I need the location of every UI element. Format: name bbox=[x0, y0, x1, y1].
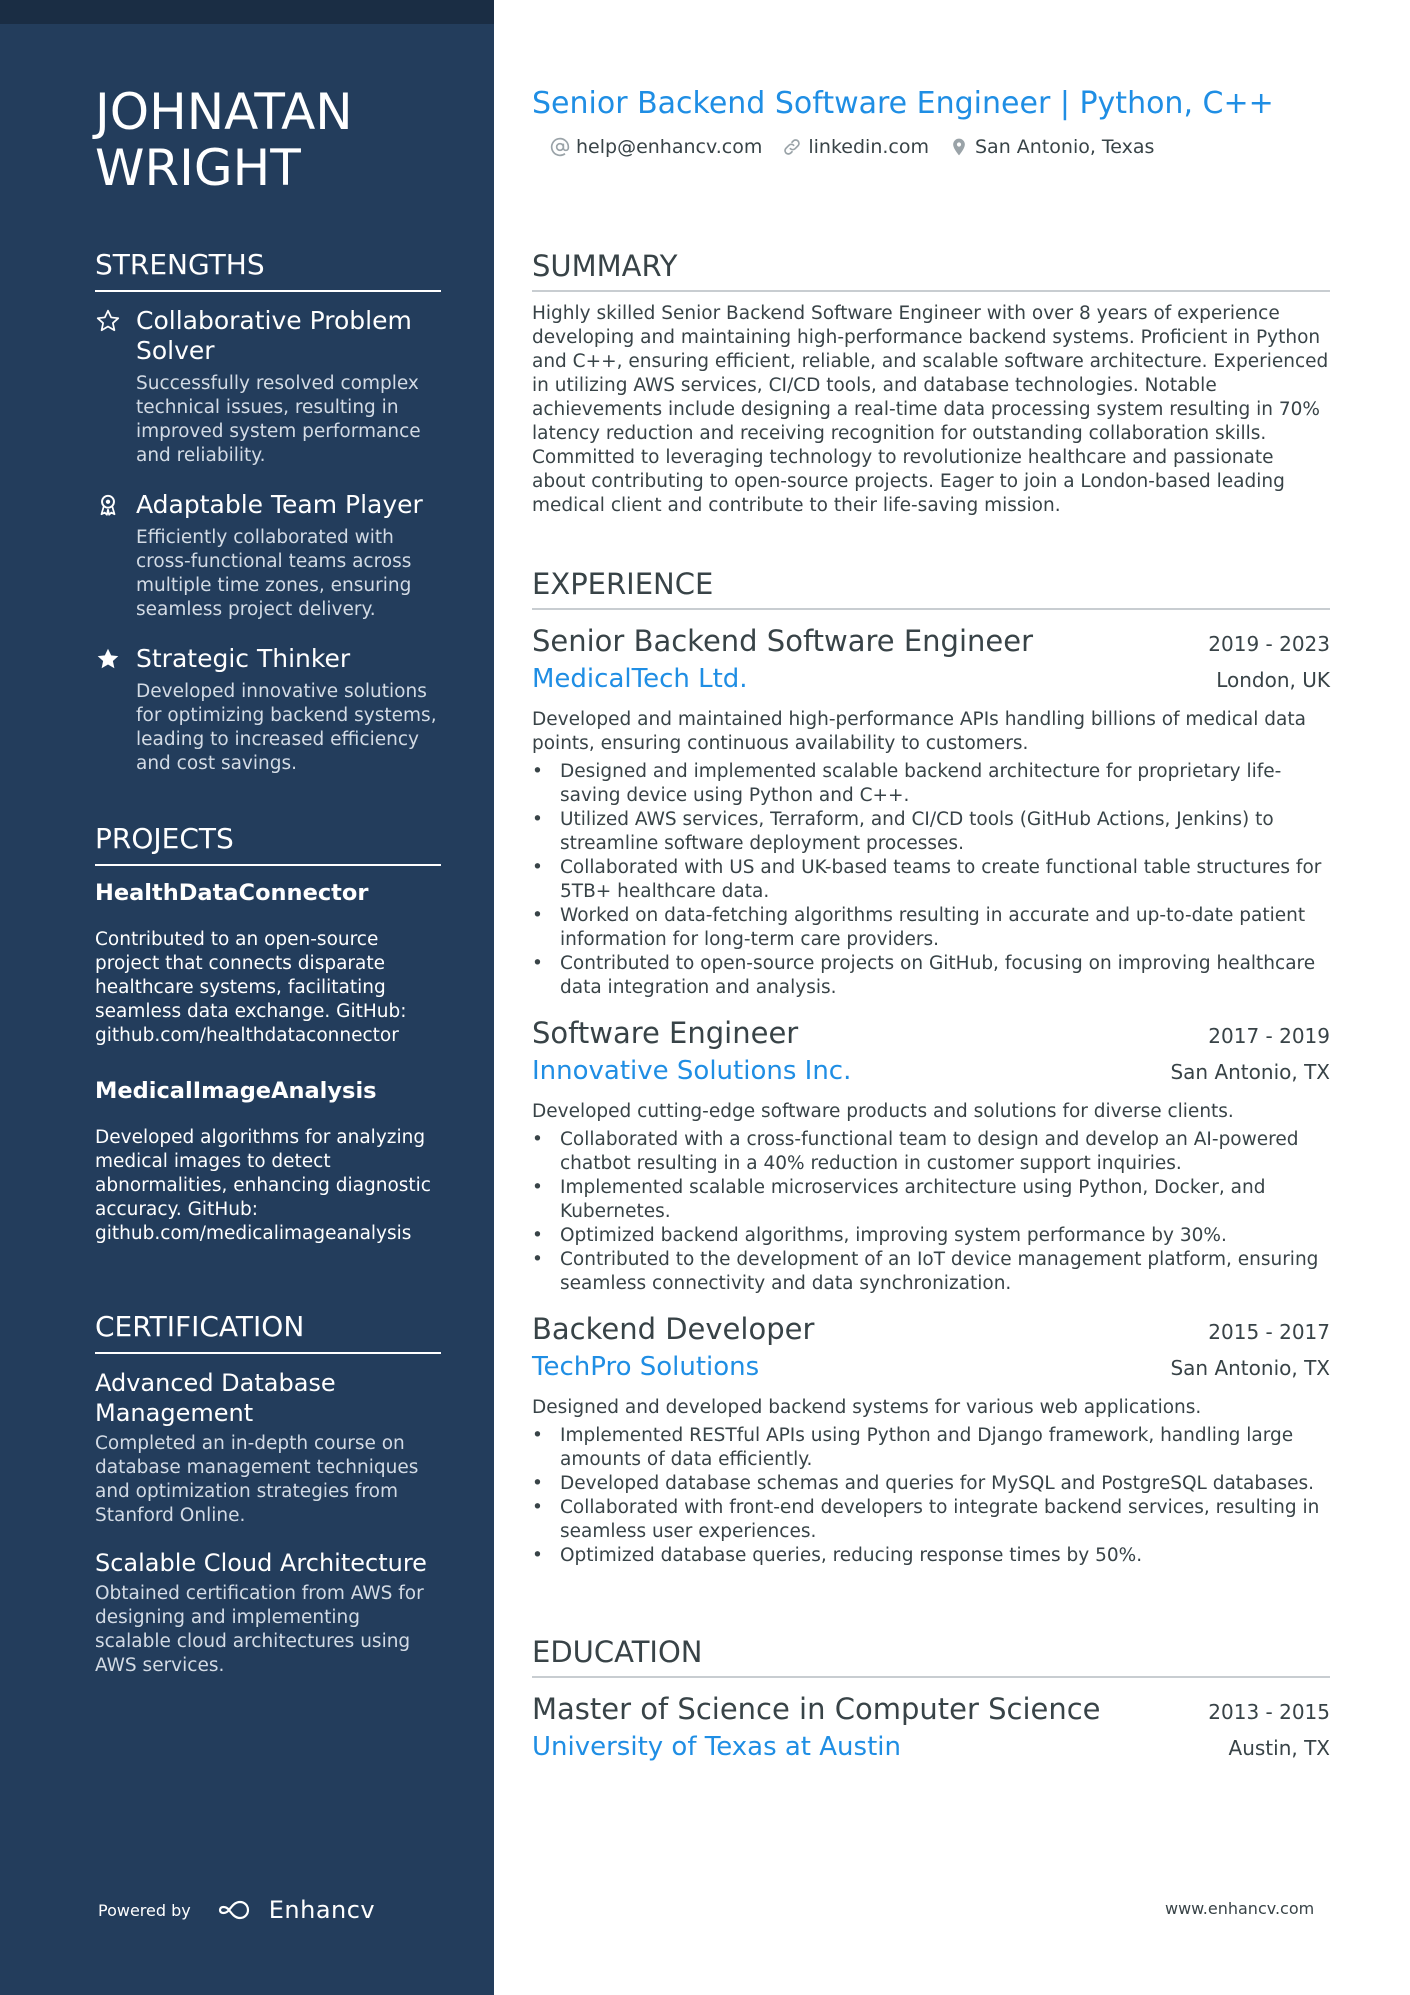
cert-item bbox=[95, 1548, 441, 1678]
project-desc: Developed algorithms for analyzing medical images to detect abnormalities, enhancing diagnostic accuracy. GitHub: github.com/medicalimageanalysis bbox=[95, 1127, 431, 1244]
job-description: Developed cutting-edge software products and solutions for diverse clients. bbox=[532, 1101, 1234, 1122]
contact-email[interactable] bbox=[550, 136, 762, 158]
job-description: Developed and maintained high-performance APIs handling billions of medical data points, ensuring continuous availability to customers. bbox=[532, 709, 1306, 754]
project-item bbox=[95, 1076, 441, 1246]
job-dates: 2017 - 2019 bbox=[1208, 1024, 1330, 1048]
job-company: MedicalTech Ltd. bbox=[532, 664, 748, 694]
strength-desc: Developed innovative solutions for optimizing backend systems, leading to increased efficiency and cost savings. bbox=[136, 681, 437, 774]
candidate-name: JOHNATAN WRIGHT bbox=[95, 83, 353, 197]
map-pin-icon bbox=[949, 137, 969, 157]
cert-item bbox=[95, 1368, 441, 1528]
job-location: San Antonio, TX bbox=[1170, 1060, 1330, 1084]
summary-heading: SUMMARY bbox=[532, 248, 1330, 292]
bullet-item: • Contributed to open-source projects on GitHub, focusing on improving healthcare data integration and analysis. bbox=[532, 952, 1330, 1000]
enhancv-brand: Enhancv bbox=[268, 1896, 376, 1924]
award-ribbon-icon bbox=[95, 492, 121, 518]
job-location: London, UK bbox=[1216, 668, 1330, 692]
job-title: Software Engineer bbox=[532, 1016, 799, 1050]
enhancv-logo[interactable] bbox=[217, 1896, 375, 1924]
bullet-item: • Optimized backend algorithms, improving system performance by 30%. bbox=[532, 1224, 1330, 1248]
job-bullets bbox=[532, 1128, 1330, 1296]
certification-section bbox=[95, 1310, 441, 1678]
project-desc: Contributed to an open-source project that connects disparate healthcare systems, facilitating seamless data exchange. GitHub: github.com/healthdataconnector bbox=[95, 929, 407, 1046]
bullet-item: • Collaborated with front-end developers to integrate backend services, resulting in seamless user experiences. bbox=[532, 1496, 1330, 1544]
summary-section bbox=[532, 248, 1330, 518]
education-dates: 2013 - 2015 bbox=[1208, 1700, 1330, 1724]
job-dates: 2015 - 2017 bbox=[1208, 1320, 1330, 1344]
strength-title: Collaborative Problem Solver bbox=[136, 306, 412, 365]
star-filled-icon bbox=[95, 646, 121, 672]
bullet-item: • Collaborated with US and UK-based teams to create functional table structures for 5TB+ healthcare data. bbox=[532, 856, 1330, 904]
strength-desc: Successfully resolved complex technical issues, resulting in improved system performance and reliability. bbox=[136, 373, 421, 466]
sidebar bbox=[0, 0, 494, 1995]
job-company: TechPro Solutions bbox=[532, 1352, 760, 1382]
powered-by bbox=[98, 1896, 375, 1924]
job-entry bbox=[532, 1310, 1330, 1568]
bullet-item: • Collaborated with a cross-functional team to design and develop an AI-powered chatbot resulting in a 40% reduction in customer support inquiries. bbox=[532, 1128, 1330, 1176]
contact-email-text: help@enhancv.com bbox=[576, 136, 763, 158]
experience-section bbox=[532, 566, 1330, 1568]
project-title: MedicalImageAnalysis bbox=[95, 1078, 377, 1104]
projects-heading: PROJECTS bbox=[95, 822, 441, 866]
strength-item bbox=[95, 644, 441, 776]
job-location: San Antonio, TX bbox=[1170, 1356, 1330, 1380]
education-degree: Master of Science in Computer Science bbox=[532, 1692, 1101, 1726]
job-bullets bbox=[532, 1424, 1330, 1568]
strength-title: Strategic Thinker bbox=[136, 644, 351, 673]
job-title: Backend Developer bbox=[532, 1312, 815, 1346]
job-description: Designed and developed backend systems for various web applications. bbox=[532, 1397, 1202, 1418]
cert-desc: Obtained certification from AWS for designing and implementing scalable cloud architectures using AWS services. bbox=[95, 1583, 424, 1676]
education-school: University of Texas at Austin bbox=[532, 1732, 901, 1762]
experience-heading: EXPERIENCE bbox=[532, 566, 1330, 610]
job-bullets bbox=[532, 760, 1330, 1000]
bullet-item: • Implemented RESTful APIs using Python and Django framework, handling large amounts of data efficiently. bbox=[532, 1424, 1330, 1472]
contact-location-text: San Antonio, Texas bbox=[975, 136, 1155, 158]
bullet-item: • Contributed to the development of an IoT device management platform, ensuring seamless connectivity and data synchronization. bbox=[532, 1248, 1330, 1296]
strengths-section bbox=[95, 248, 441, 776]
bullet-item: • Worked on data-fetching algorithms resulting in accurate and up-to-date patient information for long-term care providers. bbox=[532, 904, 1330, 952]
job-title: Senior Backend Software Engineer bbox=[532, 624, 1034, 658]
strength-item bbox=[95, 306, 441, 468]
strength-item bbox=[95, 490, 441, 622]
contact-linkedin-text: linkedin.com bbox=[808, 136, 929, 158]
footer-url[interactable]: www.enhancv.com bbox=[1165, 1899, 1315, 1918]
strength-title: Adaptable Team Player bbox=[136, 490, 423, 519]
certification-heading: CERTIFICATION bbox=[95, 1310, 441, 1354]
contact-bar bbox=[550, 136, 1174, 158]
cert-desc: Completed an in-depth course on database management techniques and optimization strategies from Stanford Online. bbox=[95, 1433, 419, 1526]
link-icon bbox=[782, 137, 802, 157]
education-entry bbox=[532, 1690, 1330, 1766]
job-entry bbox=[532, 622, 1330, 1000]
education-heading: EDUCATION bbox=[532, 1634, 1330, 1678]
contact-linkedin[interactable] bbox=[782, 136, 929, 158]
projects-section bbox=[95, 822, 441, 1246]
bullet-item: • Optimized database queries, reducing response times by 50%. bbox=[532, 1544, 1330, 1568]
job-entry bbox=[532, 1014, 1330, 1296]
contact-location bbox=[949, 136, 1154, 158]
summary-text: Highly skilled Senior Backend Software Engineer with over 8 years of experience developing and maintaining high-performance backend systems. Proficient in Python and C++, ensuring efficient, reliable, and scalable software architecture. Experienced in utilizing AWS services, CI/CD tools, and database technologies. Notable achievements include designing a real-time data processing system resulting in 70% latency reduction and receiving recognition for outstanding collaboration skills. Committed to leveraging technology to revolutionize healthcare and passionate about contributing to open-source projects. Eager to join a London-based leading medical client and contribute to their life-saving mission. bbox=[532, 303, 1329, 516]
headline: Senior Backend Software Engineer | Python, C++ bbox=[532, 86, 1274, 121]
job-company: Innovative Solutions Inc. bbox=[532, 1056, 852, 1086]
enhancv-logo-icon bbox=[217, 1898, 263, 1922]
at-sign-icon bbox=[550, 137, 570, 157]
project-item bbox=[95, 878, 441, 1048]
cert-title: Scalable Cloud Architecture bbox=[95, 1549, 427, 1577]
bullet-item: • Implemented scalable microservices architecture using Python, Docker, and Kubernetes. bbox=[532, 1176, 1330, 1224]
cert-title: Advanced Database Management bbox=[95, 1369, 336, 1427]
bullet-item: • Developed database schemas and queries for MySQL and PostgreSQL databases. bbox=[532, 1472, 1330, 1496]
strength-desc: Efficiently collaborated with cross-functional teams across multiple time zones, ensuring seamless project delivery. bbox=[136, 527, 412, 620]
bullet-item: • Utilized AWS services, Terraform, and CI/CD tools (GitHub Actions, Jenkins) to streamline software deployment processes. bbox=[532, 808, 1330, 856]
project-title: HealthDataConnector bbox=[95, 880, 369, 906]
bullet-item: • Designed and implemented scalable backend architecture for proprietary life-saving device using Python and C++. bbox=[532, 760, 1330, 808]
strengths-heading: STRENGTHS bbox=[95, 248, 441, 292]
sidebar-top-bar bbox=[0, 0, 494, 24]
education-section bbox=[532, 1634, 1330, 1766]
education-location: Austin, TX bbox=[1228, 1736, 1330, 1760]
job-dates: 2019 - 2023 bbox=[1208, 632, 1330, 656]
star-outline-icon bbox=[95, 308, 121, 334]
powered-by-label: Powered by bbox=[98, 1900, 191, 1920]
